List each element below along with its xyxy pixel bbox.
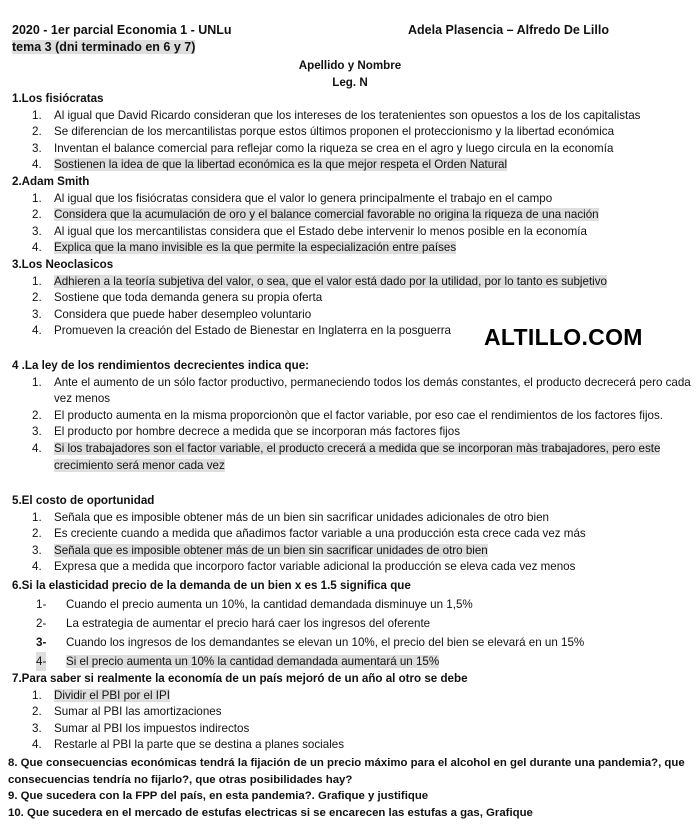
question-1-option-1[interactable]: 1. Al igual que David Ricardo consideran que los intereses de los teratenientes son opuestos a los de los capitalistas — [32, 108, 641, 122]
question-6-title: 6.Si la elasticidad precio de la demanda de un bien x es 1.5 significa que — [12, 579, 411, 592]
question-1-option-3[interactable]: 3. Inventan el balance comercial para reflejar como la riqueza se crea en el agro y luego circula en la economía — [32, 141, 614, 155]
question-3-option-4[interactable]: 4. Promueven la creación del Estado de Bienestar en Inglaterra en la posguerra — [32, 324, 452, 338]
question-4-option-4[interactable]: 4. Si los trabajadores son el factor variable, el producto crecerá a medida que se incorporan màs trabajadores, pero este crecimiento será menor cada vez — [32, 441, 661, 472]
question-7-option-2[interactable]: 2. Sumar al PBI las amortizaciones — [32, 705, 222, 719]
question-7-option-4[interactable]: 4. Restarle al PBI la parte que se destina a planes sociales — [32, 738, 345, 752]
question-4-option-1[interactable]: 1. Ante el aumento de un sólo factor productivo, permaneciendo todos los demás constantes, el producto decrecerá pero cada vez menos — [32, 375, 691, 406]
header-teachers: Adela Plasencia – Alfredo De Lillo — [408, 23, 609, 37]
student-name-label: Apellido y Nombre — [298, 59, 402, 72]
question-7-option-1[interactable]: 1. Dividir el PBI por el IPI — [32, 688, 170, 702]
question-1-title: 1.Los fisiócratas — [12, 92, 104, 105]
question-5-option-3[interactable]: 3. Señala que es imposible obtener más de un bien sin sacrificar unidades de otro bien — [32, 543, 488, 557]
question-8: 8. Que consecuencias económicas tendrá la fijación de un precio máximo para el alcohol en gel durante una pandemia?, que consecuencias tendría no fijarlo?, que otras posibilidades hay? — [8, 757, 685, 786]
question-4 — [12, 358, 692, 474]
question-7-title: 7.Para saber si realmente la economía de un país mejoró de un año al otro se debe — [12, 672, 468, 685]
question-6-option-3[interactable]: 3- Cuando los ingresos de los demandantes se elevan un 10%, el precio del bien se elevará en un 15% — [36, 636, 585, 649]
question-3-option-2[interactable]: 2. Sostiene que toda demanda genera su propia oferta — [32, 291, 323, 305]
question-2-option-4[interactable]: 4. Explica que la mano invisible es la que permite la especialización entre países — [32, 241, 457, 255]
question-1-option-2[interactable]: 2. Se diferencian de los mercantilistas porque estos últimos proponen el proteccionismo y la libertad económica — [32, 125, 615, 139]
question-4-option-2[interactable]: 2. El producto aumenta en la misma proporcionòn que el factor variable, por eso cae el rendimientos de los factores fijos. — [32, 408, 664, 422]
question-9: 9. Que sucedera con la FPP del país, en esta pandemia?. Grafique y justifique — [8, 790, 429, 802]
question-4-option-3[interactable]: 3. El producto por hombre decrece a medida que se incorporan más factores fijos — [32, 425, 460, 439]
question-6-option-1[interactable]: 1- Cuando el precio aumenta un 10%, la cantidad demandada disminuye un 1,5% — [36, 598, 473, 611]
question-6-option-4[interactable]: 4- Si el precio aumenta un 10% la cantidad demandada aumentará un 15% — [12, 652, 692, 671]
question-10: 10. Que sucedera en el mercado de estufas electricas si se encarecen las estufas a gas, Grafique — [8, 807, 533, 819]
question-6 — [12, 576, 692, 671]
question-2-option-2[interactable]: 2. Considera que la acumulación de oro y el balance comercial favorable no origina la riqueza de una nación — [32, 208, 599, 222]
question-5 — [12, 493, 692, 576]
question-2 — [12, 174, 692, 257]
question-3-title: 3.Los Neoclasicos — [12, 258, 114, 271]
question-6-option-2[interactable]: 2- La estrategia de aumentar el precio hará caer los ingresos del oferente — [36, 617, 431, 630]
question-7-option-3[interactable]: 3. Sumar al PBI los impuestos indirectos — [32, 721, 250, 735]
question-5-option-2[interactable]: 2. Es creciente cuando a medida que añadimos factor variable a una producción esta crece cada vez más — [32, 527, 586, 541]
question-3-option-1[interactable]: 1. Adhieren a la teoría subjetiva del valor, o sea, que el valor está dado por la utilidad, por lo tanto es subjetivo — [32, 274, 607, 288]
watermark-logo: ALTILLO.COM — [484, 324, 643, 350]
question-7 — [12, 671, 692, 754]
question-3-option-3[interactable]: 3. Considera que puede haber desempleo voluntario — [32, 307, 312, 321]
header-course: 2020 - 1er parcial Economia 1 - UNLu — [12, 23, 232, 37]
question-1 — [12, 91, 692, 174]
question-1-option-4[interactable]: 4. Sostienen la idea de que la libertad económica es la que mejor respeta el Orden Natural — [32, 158, 508, 172]
question-2-title: 2.Adam Smith — [12, 175, 90, 188]
question-2-option-3[interactable]: 3. Al igual que los mercantilistas considera que el Estado debe intervenir lo menos posible en la economía — [32, 224, 587, 238]
question-5-option-1[interactable]: 1. Señala que es imposible obtener más de un bien sin sacrificar unidades adicionales de otro bien — [32, 510, 549, 524]
question-4-title: 4 .La ley de los rendimientos decrecientes indica que: — [12, 359, 310, 372]
question-5-title: 5.El costo de oportunidad — [12, 494, 155, 507]
student-leg-label: Leg. N — [332, 76, 368, 89]
question-5-option-4[interactable]: 4. Expresa que a medida que incorporo factor variable adicional la producción se eleva cada vez menos — [32, 560, 576, 574]
header-topic: tema 3 (dni terminado en 6 y 7) — [12, 40, 196, 54]
question-2-option-1[interactable]: 1. Al igual que los fisiócratas considera que el valor lo genera principalmente el trabajo en el campo — [32, 191, 553, 205]
